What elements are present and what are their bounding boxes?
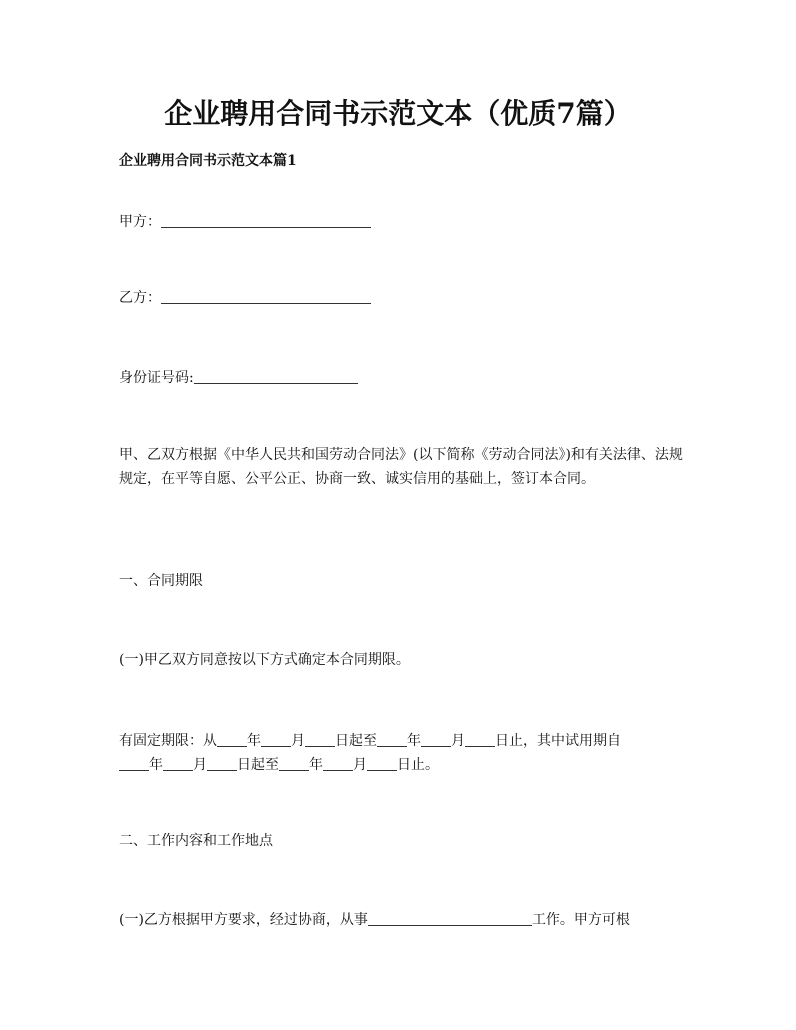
section2-item1-end: 工作。甲方可根 <box>531 912 630 928</box>
start-year-blank <box>217 732 247 747</box>
section1-heading: 一、合同期限 <box>119 573 203 589</box>
day-end-trial-label: 日止，其中试用期自 <box>495 733 621 749</box>
trial-start-month-blank <box>163 756 193 771</box>
end-day-blank <box>465 732 495 747</box>
id-number-line <box>119 366 358 390</box>
year-label: 年 <box>149 757 163 773</box>
year-label: 年 <box>309 757 323 773</box>
month-label: 月 <box>451 733 465 749</box>
year-label: 年 <box>247 733 261 749</box>
month-label: 月 <box>353 757 367 773</box>
section-subtitle: 企业聘用合同书示范文本篇1 <box>119 153 297 169</box>
end-month-blank <box>421 732 451 747</box>
job-title-blank <box>368 911 532 926</box>
month-label: 月 <box>291 733 305 749</box>
party-b-label: 乙方： <box>119 290 161 306</box>
start-day-blank <box>305 732 335 747</box>
end-year-blank <box>377 732 407 747</box>
trial-end-year-blank <box>279 756 309 771</box>
day-start-to-label: 日起至 <box>237 757 279 773</box>
start-month-blank <box>261 732 291 747</box>
party-b-blank <box>161 289 371 304</box>
trial-start-day-blank <box>207 756 237 771</box>
party-a-label: 甲方： <box>119 214 161 230</box>
day-start-to-label: 日起至 <box>335 733 377 749</box>
party-a-line <box>119 210 371 234</box>
trial-end-month-blank <box>323 756 353 771</box>
intro-paragraph: 甲、乙双方根据《中华人民共和国劳动合同法》(以下简称《劳动合同法》)和有关法律、法规规定，在平等自愿、公平公正、协商一致、诚实信用的基础上，签订本合同。 <box>119 447 683 487</box>
fixed-term-line1 <box>119 729 621 753</box>
trial-end-day-blank <box>367 756 397 771</box>
id-number-label: 身份证号码: <box>119 370 194 386</box>
section2-heading: 二、工作内容和工作地点 <box>119 833 273 849</box>
fixed-term-label: 有固定期限：从 <box>119 733 217 749</box>
month-label: 月 <box>193 757 207 773</box>
trial-start-year-blank <box>119 756 149 771</box>
section2-item1 <box>119 908 630 932</box>
document-title: 企业聘用合同书示范文本（优质7篇） <box>164 97 632 130</box>
party-a-blank <box>161 213 371 228</box>
section1-item1: (一)甲乙双方同意按以下方式确定本合同期限。 <box>119 652 410 668</box>
fixed-term-line2 <box>119 753 439 777</box>
day-end-label: 日止。 <box>397 757 439 773</box>
party-b-line <box>119 286 371 310</box>
id-number-blank <box>194 369 358 384</box>
section2-item1-start: (一)乙方根据甲方要求，经过协商，从事 <box>119 912 368 928</box>
year-label: 年 <box>407 733 421 749</box>
